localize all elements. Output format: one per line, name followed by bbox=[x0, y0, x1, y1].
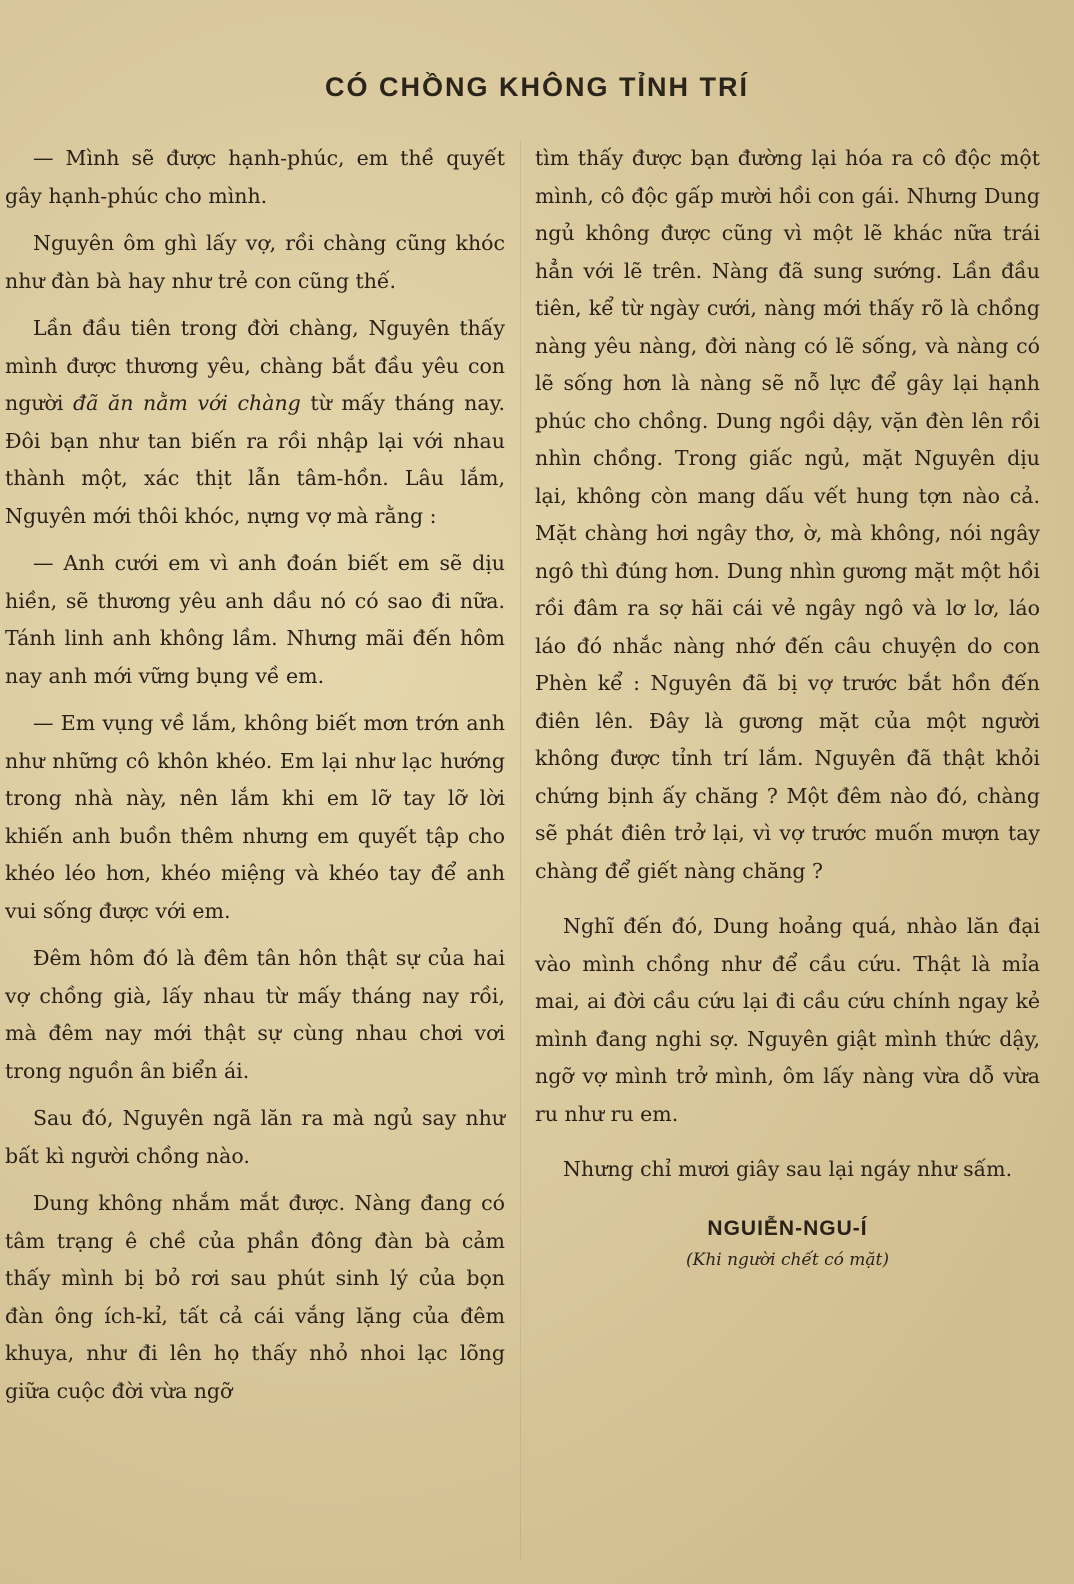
signature-block bbox=[535, 1213, 1040, 1275]
paragraph: Sau đó, Nguyên ngã lăn ra mà ngủ say như bất kì người chồng nào. bbox=[5, 1106, 505, 1168]
text-span: từ mấy tháng nay. Đôi bạn như tan biến ra rồi nhập lại với nhau thành một, xác thịt lẫn tâm-hồn. Lâu lắm, Nguyên mới thôi khóc, nựng vợ mà rằng : bbox=[5, 391, 505, 528]
paragraph: Nhưng chỉ mươi giây sau lại ngáy như sấm. bbox=[563, 1157, 1013, 1181]
paragraph: — Anh cưới em vì anh đoán biết em sẽ dịu hiền, sẽ thương yêu anh dầu nó có sao đi nữa. Tánh linh anh không lầm. Nhưng mãi đến hôm nay anh mới vững bụng về em. bbox=[5, 551, 505, 688]
italic-phrase: đã ăn nằm với chàng bbox=[73, 391, 301, 415]
paragraph: — Em vụng về lắm, không biết mơn trớn anh như những cô khôn khéo. Em lại như lạc hướng trong nhà này, nên lắm khi em lỡ tay lỡ lời khiến anh buồn thêm nhưng em quyết tập cho khéo léo hơn, khéo miệng và khéo tay để anh vui sống được với em. bbox=[5, 711, 505, 923]
paragraph: Đêm hôm đó là đêm tân hôn thật sự của hai vợ chồng già, lấy nhau từ mấy tháng nay rồi, mà đêm nay mới thật sự cùng nhau chơi vơi trong nguồn ân biển ái. bbox=[5, 946, 505, 1083]
text-span: Lần đầu tiên trong đời chàng, Nguyên thấy mình được thương yêu, chàng bắt đầu yêu con người bbox=[5, 316, 505, 415]
source-note: (Khi người chết có mặt) bbox=[685, 1249, 890, 1270]
left-column bbox=[5, 140, 505, 1420]
paragraph: tìm thấy được bạn đường lại hóa ra cô độc một mình, cô độc gấp mười hồi con gái. Nhưng Dung ngủ không được cũng vì một lẽ khác nữa trái hẳn với lẽ trên. Nàng đã sung sướng. Lần đầu tiên, kể từ ngày cưới, nàng mới thấy rõ là chồng nàng yêu nàng, đời nàng có lẽ sống, và nàng có lẽ sống hơn là nàng sẽ nỗ lực để gây lại hạnh phúc cho chồng. Dung ngồi dậy, vặn đèn lên rồi nhìn chồng. Trong giấc ngủ, mặt Nguyên dịu lại, không còn mang dấu vết hung tợn nào cả. Mặt chàng hơi ngây thơ, ờ, mà không, nói ngây ngô thì đúng hơn. Dung nhìn gương mặt một hồi rồi đâm ra sợ hãi cái vẻ ngây ngô và lơ lơ, láo láo đó nhắc nàng nhớ đến câu chuyện do con Phèn kể : Nguyên đã bị vợ trước bắt hồn đến điên lên. Đây là gương mặt của một người không được tỉnh trí lắm. Nguyên đã thật khỏi chứng bịnh ấy chăng ? Một đêm nào đó, chàng sẽ phát điên trở lại, vì vợ trước muốn mượn tay chàng để giết nàng chăng ? bbox=[535, 146, 1040, 883]
column-divider bbox=[520, 140, 521, 1560]
paragraph: — Mình sẽ được hạnh-phúc, em thề quyết gây hạnh-phúc cho mình. bbox=[5, 146, 505, 208]
paragraph: Nguyên ôm ghì lấy vợ, rồi chàng cũng khóc như đàn bà hay như trẻ con cũng thế. bbox=[5, 231, 505, 293]
page-title: CÓ CHỒNG KHÔNG TỈNH TRÍ bbox=[325, 72, 749, 102]
paragraph: Nghĩ đến đó, Dung hoảng quá, nhào lăn đại vào mình chồng như để cầu cứu. Thật là mỉa mai, ai đời cầu cứu lại đi cầu cứu chính ngay kẻ mình đang nghi sợ. Nguyên giật mình thức dậy, ngỡ vợ mình trở mình, ôm lấy nàng vừa dỗ vừa ru như ru em. bbox=[535, 914, 1040, 1126]
paragraph: Dung không nhắm mắt được. Nàng đang có tâm trạng ê chề của phần đông đàn bà cảm thấy mình bị bỏ rơi sau phút sinh lý của bọn đàn ông ích-kỉ, tất cả cái vắng lặng của đêm khuya, như đi lên họ thấy nhỏ nhoi lạc lõng giữa cuộc đời vừa ngỡ bbox=[5, 1191, 505, 1403]
paragraph bbox=[5, 310, 505, 535]
right-column bbox=[535, 140, 1040, 1275]
author-signature: NGUIỄN-NGU-Í bbox=[707, 1216, 868, 1240]
